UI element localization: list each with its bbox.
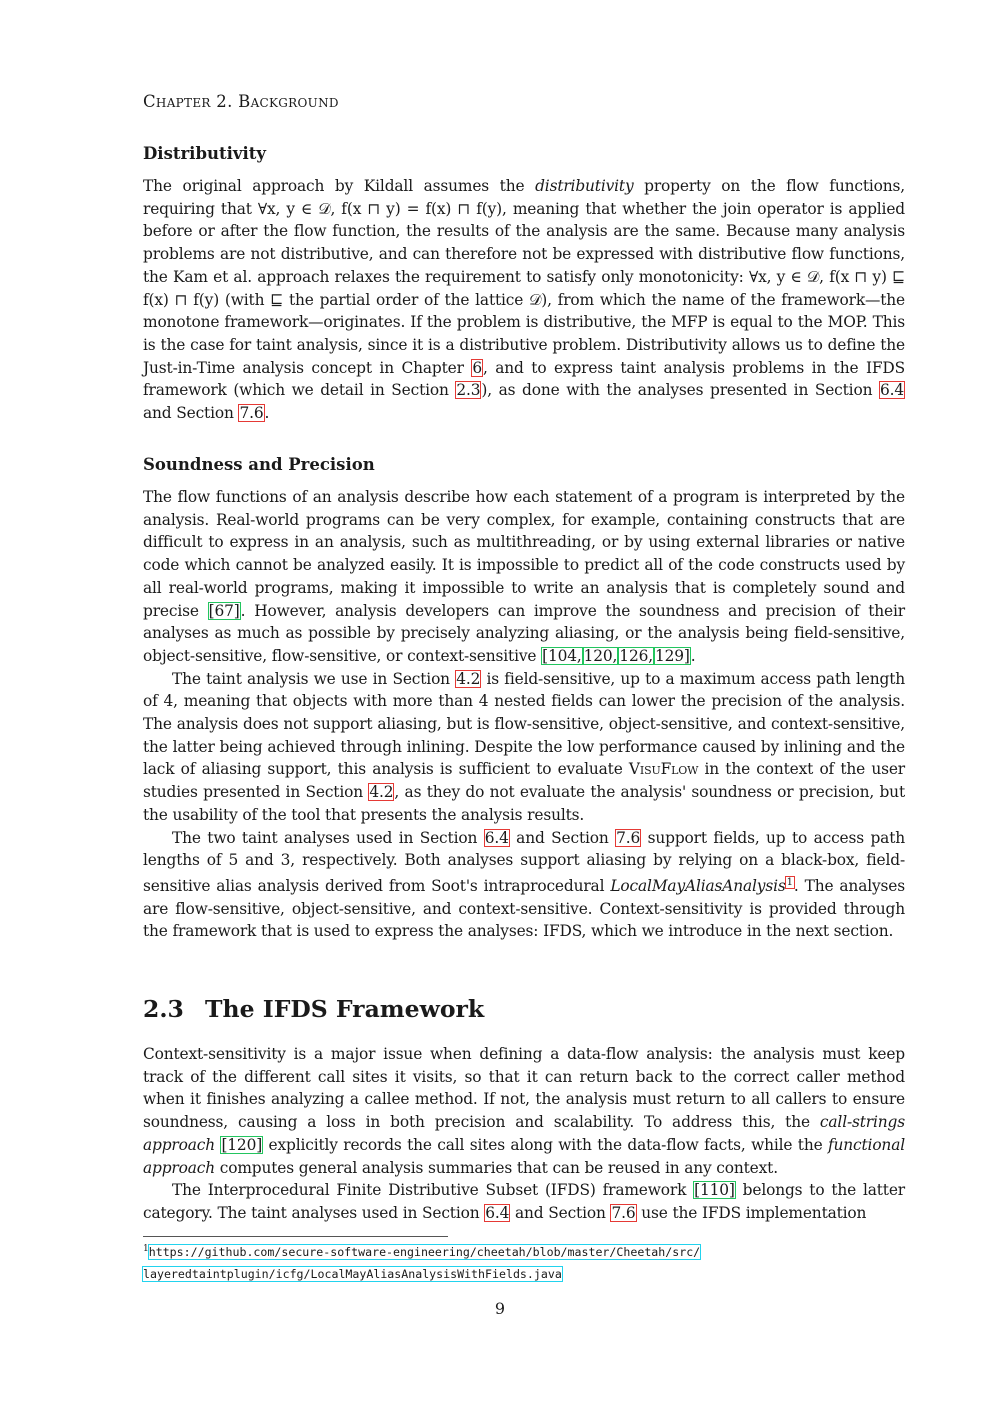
- ref-section-6-4-link-3[interactable]: 6.4: [485, 1203, 510, 1222]
- distributivity-section: [143, 144, 905, 425]
- footnote-rule: [143, 1236, 448, 1237]
- soundness-paragraph-2: The taint analysis we use in Section 4.2 is field-sensitive, up to a maximum access path length of 4, meaning that objects with more than 4 nested fields can lower the precision of the analysis. The analysis does not support aliasing, but is flow-sensitive, object-sensitive, and context-sensitive, the latter being achieved through inlining. Despite the low performance caused by inlining and the lack of aliasing support, this analysis is sufficient to evaluate VisuFlow in the context of the user studies presented in Section 4.2, as they do not evaluate the analysis' soundness or precision, but the usability of the tool that presents the analysis results.: [143, 669, 906, 824]
- cite-126-link[interactable]: 126,: [619, 646, 653, 665]
- soundness-paragraph-1: The flow functions of an analysis describe how each statement of a program is interpreted by the analysis. Real-world programs can be very complex, for example, containing constructs that are difficult to express in an analysis, such as multithreading, or by using external libraries or native code which cannot be analyzed easily. It is impossible to predict all of the code constructs used by all real-world programs, making it impossible to write an analysis that is completely sound and precise [67]. However, analysis developers can improve the soundness and precision of their analyses as much as possible by precisely analyzing aliasing, or the analysis being field-sensitive, object-sensitive, flow-sensitive, or context-sensitive [104, 120, 126, 129].: [143, 488, 905, 665]
- footnote-1: [143, 1238, 913, 1285]
- footnote-1-marker[interactable]: 1: [786, 876, 793, 888]
- ifds-paragraph-1: Context-sensitivity is a major issue when defining a data-flow analysis: the analysis must keep track of the different call sites it visits, so that it can return back to the correct caller method when it finishes analyzing a callee method. If not, the analysis must return to all callers to ensure soundness, causing a loss in both precision and scalability. To address this, the call-strings approach [120] explicitly records the call sites along with the data-flow facts, while the functional approach computes general analysis summaries that can be reused in any context.: [143, 1045, 905, 1177]
- ifds-paragraph-2: The Interprocedural Finite Distributive Subset (IFDS) framework [110] belongs to the latter category. The taint analyses used in Section 6.4 and Section 7.6 use the IFDS implementation: [143, 1181, 905, 1222]
- cite-129-link[interactable]: 129]: [654, 646, 690, 665]
- visuflow-name: VisuFlow: [628, 760, 699, 779]
- ref-section-7-6-link-2[interactable]: 7.6: [616, 828, 641, 847]
- section-number: 2.3: [143, 995, 184, 1023]
- ref-section-7-6-link-3[interactable]: 7.6: [611, 1203, 636, 1222]
- distributivity-heading: Distributivity: [143, 144, 266, 163]
- ref-section-6-4-link-2[interactable]: 6.4: [484, 828, 509, 847]
- cite-110-link[interactable]: [110]: [694, 1181, 735, 1200]
- ref-section-4-2-link-2[interactable]: 4.2: [369, 783, 394, 802]
- ifds-section: [143, 1043, 905, 1225]
- soundness-section: [143, 455, 905, 943]
- footnote-url-link-line-2[interactable]: layeredtaintplugin/icfg/LocalMayAliasAnalysisWithFields.java: [143, 1266, 562, 1281]
- cite-120-link[interactable]: 120,: [583, 646, 618, 665]
- ref-section-2-3-link[interactable]: 2.3: [456, 381, 481, 400]
- cite-67-link[interactable]: [67]: [208, 601, 240, 620]
- distributivity-paragraph: The original approach by Kildall assumes the distributivity property on the flow functions, requiring that ∀x, y ∈ 𝒟, f(x ⊓ y) = f(x) ⊓ f(y), meaning that whether the join operator is applied before or after the flow function, the results of the analysis are the same. Because many analysis problems are not distributive, and can therefore not be expressed with distributive flow functions, the Kam et al. approach relaxes the requirement to satisfy only monotonicity: ∀x, y ∈ 𝒟, f(x ⊓ y) ⊑ f(x) ⊓ f(y) (with ⊑ the partial order of the lattice 𝒟), from which the name of the framework—the monotone framework—originates. If the problem is distributive, the MFP is equal to the MOP. This is the case for taint analysis, since it is a distributive problem. Distributivity allows us to define the Just-in-Time analysis concept in Chapter 6, and to express taint analysis problems in the IFDS framework (which we detail in Section 2.3), as done with the analyses presented in Section 6.4 and Section 7.6.: [143, 177, 905, 423]
- running-header: Chapter 2. Background: [143, 92, 339, 111]
- section-title-text: The IFDS Framework: [205, 995, 485, 1023]
- ref-section-6-4-link[interactable]: 6.4: [879, 381, 904, 400]
- soundness-heading: Soundness and Precision: [143, 455, 375, 474]
- page-number: 9: [494, 1299, 506, 1318]
- ref-section-4-2-link[interactable]: 4.2: [456, 669, 481, 688]
- footnote-url-link[interactable]: https://github.com/secure-software-engineering/cheetah/blob/master/Cheetah/src/: [148, 1244, 701, 1259]
- ref-section-7-6-link[interactable]: 7.6: [239, 404, 264, 423]
- cite-120-link-2[interactable]: [120]: [221, 1135, 263, 1154]
- section-2-3-title: [143, 995, 484, 1023]
- footnote-number: 1: [143, 1244, 149, 1254]
- ref-chapter-6-link[interactable]: 6: [472, 358, 482, 377]
- cite-104-link[interactable]: [104,: [542, 646, 582, 665]
- soundness-paragraph-3: The two taint analyses used in Section 6.4 and Section 7.6 support fields, up to access path lengths of 5 and 3, respectively. Both analyses support aliasing by relying on a black-box, field-sensitive alias analysis derived from Soot's intraprocedural LocalMayAliasAnalysis$^1$. The analyses are flow-sensitive, object-sensitive, and context-sensitive. Context-sensitivity is provided through the framework that is used to express the analyses: IFDS, which we introduce in the next section.: [143, 828, 905, 941]
